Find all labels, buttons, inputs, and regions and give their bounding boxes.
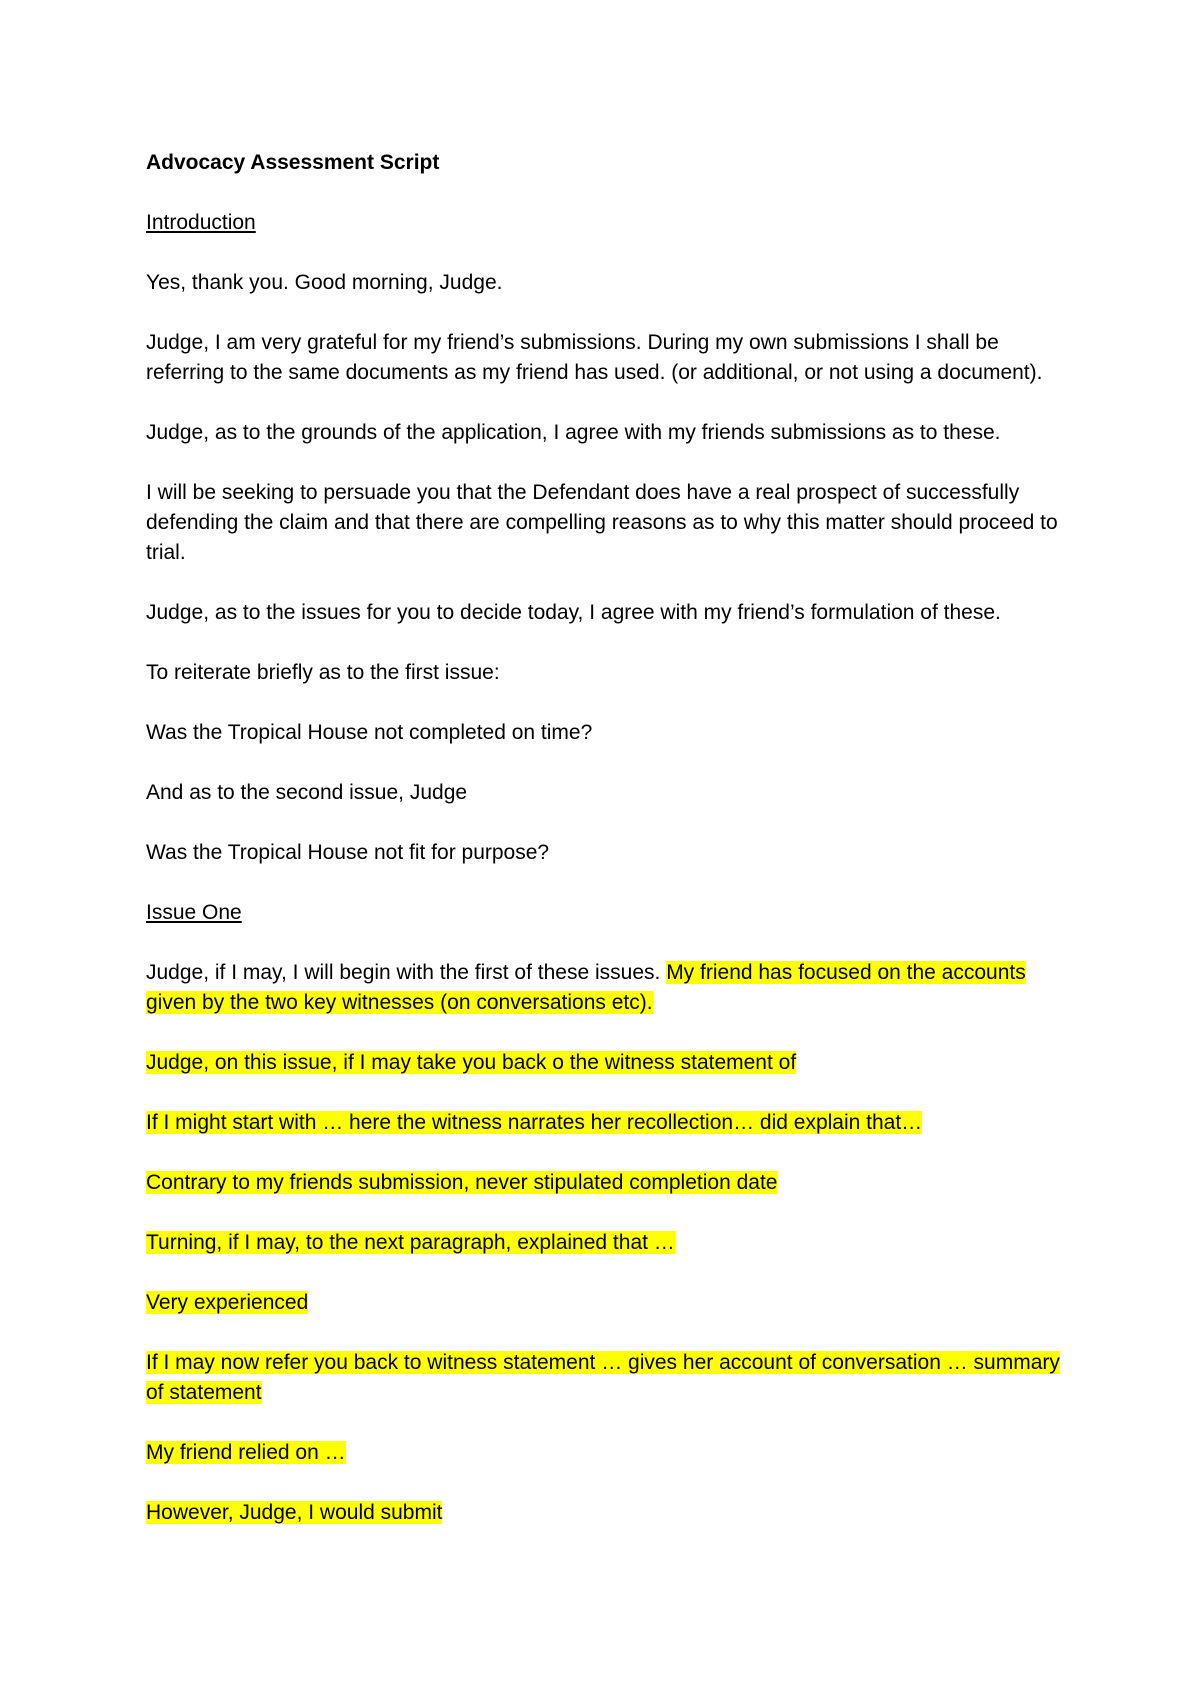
highlighted-paragraph: Contrary to my friends submission, never stipulated completion date	[146, 1171, 778, 1194]
issue-one-opening-paragraph	[146, 958, 1076, 1018]
intro-paragraph: Was the Tropical House not completed on time?	[146, 721, 593, 744]
highlighted-paragraph: Very experienced	[146, 1291, 309, 1314]
document-title: Advocacy Assessment Script	[146, 151, 440, 174]
intro-paragraph: Yes, thank you. Good morning, Judge.	[146, 271, 503, 294]
highlighted-paragraph: However, Judge, I would submit	[146, 1501, 443, 1524]
introduction-heading: Introduction	[146, 211, 256, 234]
highlighted-paragraph: Judge, on this issue, if I may take you back o the witness statement of	[146, 1051, 797, 1074]
highlighted-paragraph: If I may now refer you back to witness statement … gives her account of conversation … summary of statement	[146, 1351, 1060, 1404]
document-page	[146, 148, 1076, 1558]
intro-paragraph: And as to the second issue, Judge	[146, 781, 468, 804]
highlighted-paragraph: If I might start with … here the witness narrates her recollection… did explain that…	[146, 1111, 923, 1134]
intro-paragraph: To reiterate briefly as to the first issue:	[146, 661, 500, 684]
highlighted-paragraph: Turning, if I may, to the next paragraph, explained that …	[146, 1231, 675, 1254]
highlighted-paragraph: My friend relied on …	[146, 1441, 346, 1464]
intro-paragraph: Judge, as to the issues for you to decide today, I agree with my friend’s formulation of these.	[146, 601, 1001, 624]
intro-paragraph: I will be seeking to persuade you that the Defendant does have a real prospect of successfully defending the claim and that there are compelling reasons as to why this matter should proceed to trial.	[146, 481, 1058, 564]
issue-one-heading: Issue One	[146, 901, 242, 924]
issue-one-opening-highlight: My friend has focused on the accounts given by the two key witnesses (on conversations etc).	[146, 961, 1026, 1014]
intro-paragraph: Was the Tropical House not fit for purpose?	[146, 841, 550, 864]
intro-paragraph: Judge, I am very grateful for my friend’s submissions. During my own submissions I shall be referring to the same documents as my friend has used. (or additional, or not using a document).	[146, 331, 1043, 384]
issue-one-opening-plain: Judge, if I may, I will begin with the first of these issues.	[146, 961, 661, 984]
intro-paragraph: Judge, as to the grounds of the application, I agree with my friends submissions as to these.	[146, 421, 1001, 444]
